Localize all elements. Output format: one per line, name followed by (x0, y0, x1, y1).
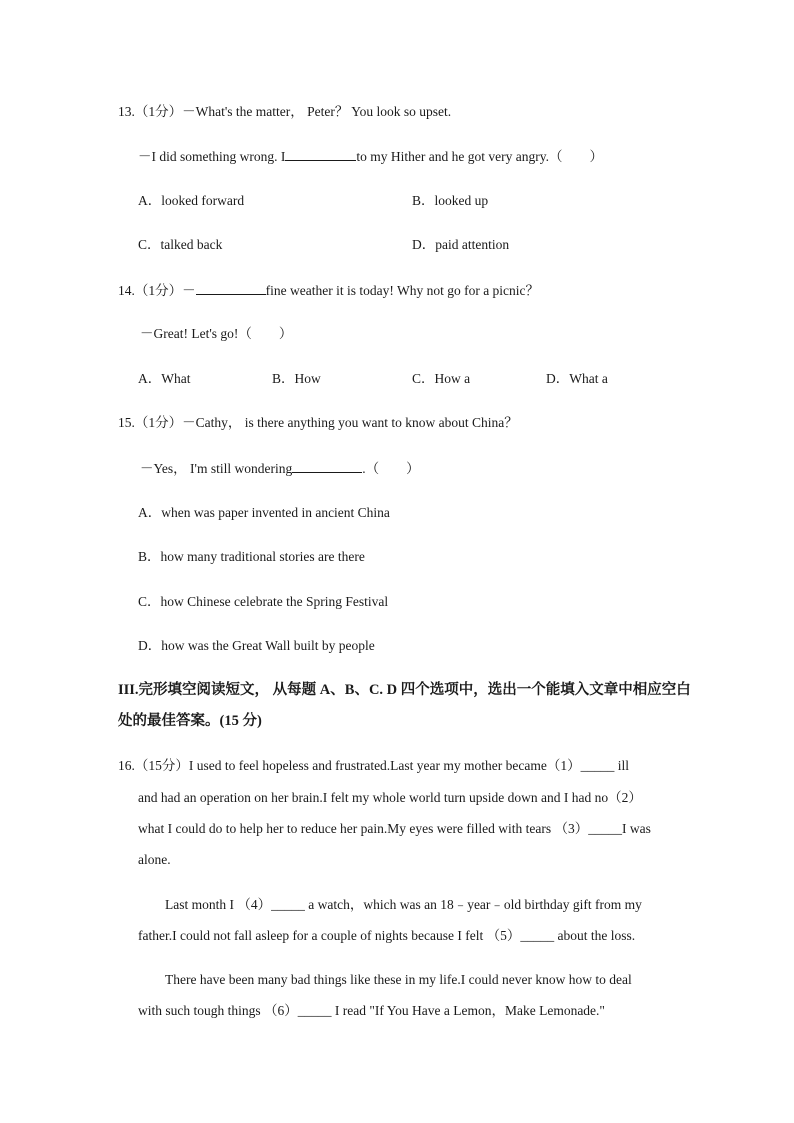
q15-option-d: D．how was the Great Wall built by people (138, 638, 375, 653)
passage-line: father.I could not fall asleep for a couple of nights because I felt （5）_____ about the loss. (138, 928, 636, 943)
q15-stem: 15.（1分）－Cathy， is there anything you want to know about China？ (118, 415, 518, 430)
passage-line: and had an operation on her brain.I felt my whole world turn upside down and I had no（2） (138, 790, 642, 805)
q13-option-d: D．paid attention (412, 237, 510, 252)
q15-line2-post: .（ ） (362, 461, 420, 476)
passage-line: 16.（15分）I used to feel hopeless and frustrated.Last year my mother became（1）_____ ill (118, 758, 629, 773)
q13-option-b: B．looked up (412, 193, 489, 208)
q13-line2 (138, 147, 603, 166)
passage-line: what I could do to help her to reduce her pain.My eyes were filled with tears （3）_____I was (138, 821, 651, 836)
q15-option-c: C．how Chinese celebrate the Spring Festival (138, 594, 389, 609)
q13-option-a: A．looked forward (138, 193, 245, 208)
q13-stem: 13.（1分）－What's the matter， Peter？ You look so upset. (118, 104, 452, 119)
q15-line2 (140, 459, 420, 478)
q14-stem (118, 281, 539, 300)
q15-line2-pre: －Yes， I'm still wondering (140, 461, 293, 476)
q14-option-a: A．What (138, 371, 191, 386)
section-heading-line1: III.完形填空阅读短文， 从每题 A、B、C. D 四个选项中，选出一个能填入文章中相应空白 (118, 682, 691, 698)
section-heading-line2: 处的最佳答案。(15 分) (118, 713, 262, 729)
q14-stem-post: fine weather it is today! Why not go for a picnic？ (265, 283, 540, 298)
q15-option-b: B．how many traditional stories are there (138, 549, 365, 564)
q14-option-c: C．How a (412, 371, 471, 386)
answer-blank (196, 281, 266, 295)
answer-blank (292, 459, 362, 473)
q14-stem-pre: 14.（1分）－ (118, 283, 196, 298)
passage-line: with such tough things （6）_____ I read "If You Have a Lemon，Make Lemonade." (138, 1003, 605, 1018)
passage-line: Last month I （4）_____ a watch，which was an 18﹣year﹣old birthday gift from my (165, 897, 642, 912)
q15-option-a: A．when was paper invented in ancient China (138, 505, 390, 520)
passage-line: There have been many bad things like these in my life.I could never know how to deal (165, 972, 632, 987)
q13-line2-post: to my Hither and he got very angry.（ ） (356, 149, 603, 164)
passage-line: alone. (138, 852, 171, 867)
q14-option-d: D．What a (546, 371, 608, 386)
q14-option-b: B．How (272, 371, 321, 386)
q14-line2: －Great! Let's go!（ ） (140, 326, 293, 341)
answer-blank (285, 147, 356, 161)
q13-line2-pre: －I did something wrong. I (138, 149, 286, 164)
q13-option-c: C．talked back (138, 237, 223, 252)
